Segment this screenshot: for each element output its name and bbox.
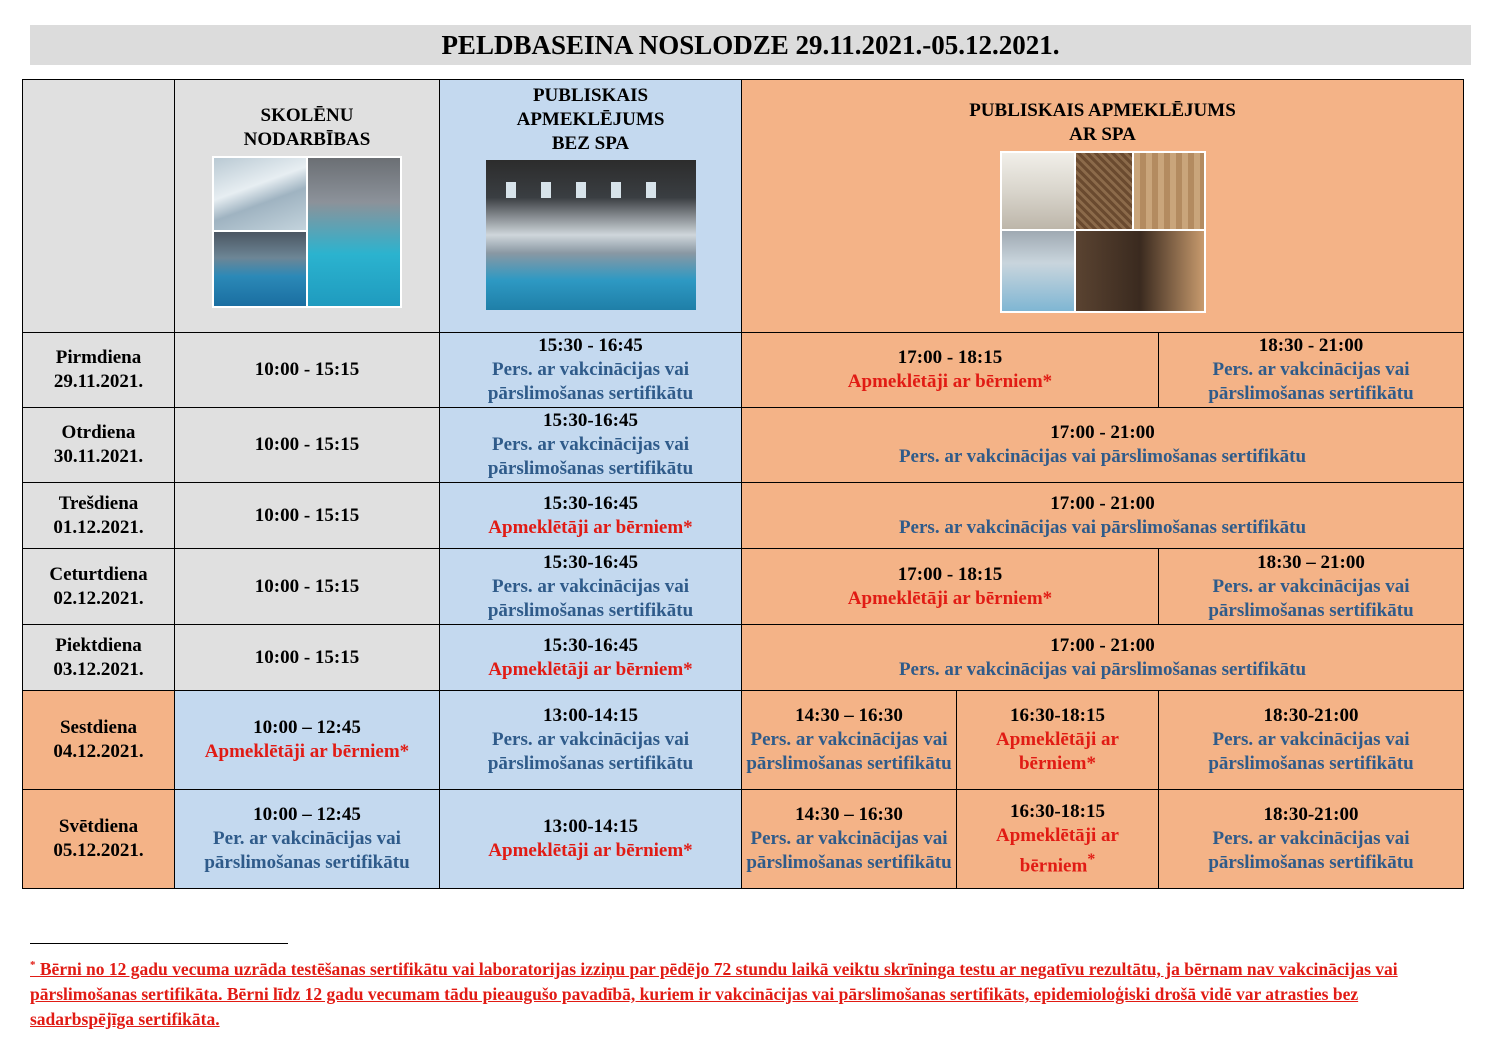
header-public-spa-line-2: AR SPA <box>1069 124 1136 145</box>
school-note: Apmeklētāji ar bērniem* <box>204 741 410 762</box>
public-note: Pers. ar vakcinācijas vai pārslimošanas sertifikātu <box>487 575 694 621</box>
day-cell <box>23 333 175 408</box>
day-cell <box>23 483 175 549</box>
header-school-line-2: NODARBĪBAS <box>243 129 371 150</box>
hall-window <box>506 182 516 198</box>
table-row-tuesday <box>23 408 1464 483</box>
spa-cell-2 <box>957 691 1159 790</box>
school-time: 10:00 – 12:45 <box>253 717 361 738</box>
footnote-divider <box>30 943 288 944</box>
spa-note-2a: Apmeklētāji ar <box>996 729 1119 750</box>
header-public-no-spa <box>440 80 742 333</box>
spa-cell-1 <box>742 790 957 889</box>
spa-photo-jacuzzi <box>1000 229 1076 313</box>
header-row <box>23 80 1464 333</box>
school-time: 10:00 - 15:15 <box>254 646 360 668</box>
public-note: Apmeklētāji ar bērniem* <box>488 658 693 680</box>
table-row-thursday <box>23 549 1464 625</box>
spa-time-3: 18:30-21:00 <box>1263 804 1359 825</box>
public-cell <box>440 549 742 625</box>
day-name: Trešdiena <box>58 492 139 514</box>
day-date: 01.12.2021. <box>53 516 144 538</box>
public-time: 15:30-16:45 <box>543 634 638 656</box>
public-note: Apmeklētāji ar bērniem* <box>488 516 693 538</box>
spa-note-2b: bērniem <box>1019 855 1088 877</box>
public-note: Pers. ar vakcinācijas vai pārslimošanas sertifikātu <box>487 434 694 479</box>
day-name: Sestdiena <box>59 717 138 738</box>
spa-time-1: 17:00 - 18:15 <box>897 347 1003 368</box>
public-note: Pers. ar vakcinācijas vai pārslimošanas sertifikātu <box>487 729 694 774</box>
school-cell <box>175 408 440 483</box>
hall-window <box>611 182 621 198</box>
spa-time-1: 14:30 – 16:30 <box>795 705 903 726</box>
spa-note-2b: bērniem* <box>1018 753 1097 774</box>
day-name: Otrdiena <box>61 422 136 443</box>
page-title: PELDBASEINA NOSLODZE 29.11.2021.-05.12.2021. <box>441 29 1060 60</box>
school-cell <box>175 625 440 691</box>
day-cell <box>23 408 175 483</box>
day-date: 05.12.2021. <box>53 840 144 861</box>
header-public-no-spa-line-2: APMEKLĒJUMS <box>516 109 665 130</box>
hall-window <box>541 182 551 198</box>
spa-note-2a: Apmeklētāji ar <box>996 824 1119 846</box>
spa-time: 17:00 - 21:00 <box>1050 422 1155 443</box>
header-public-spa-line-1: PUBLISKAIS APMEKLĒJUMS <box>969 100 1236 121</box>
spa-note-1: Pers. ar vakcinācijas vai pārslimošanas sertifikātu <box>746 729 952 774</box>
day-cell <box>23 790 175 889</box>
header-public-no-spa-line-3: BEZ SPA <box>551 133 630 154</box>
public-cell <box>440 790 742 889</box>
day-name: Ceturtdiena <box>49 563 148 585</box>
spa-cell-1 <box>742 691 957 790</box>
school-cell <box>175 483 440 549</box>
hall-window <box>576 182 586 198</box>
school-cell <box>175 790 440 889</box>
spa-note-1: Pers. ar vakcinācijas vai pārslimošanas sertifikātu <box>746 828 952 873</box>
spa-cell-2 <box>1159 549 1464 625</box>
spa-photo-sauna <box>1132 151 1206 231</box>
schedule-table <box>22 79 1464 889</box>
school-photo-kids <box>212 156 308 232</box>
spa-note-2b-star: * <box>1087 850 1096 868</box>
page-title-bar <box>30 25 1471 65</box>
spa-note-3: Pers. ar vakcinācijas vai pārslimošanas sertifikātu <box>1208 828 1414 873</box>
public-cell <box>440 483 742 549</box>
day-name: Pirmdiena <box>55 347 142 368</box>
school-time: 10:00 - 15:15 <box>254 504 360 526</box>
spa-cell-2 <box>1159 333 1464 408</box>
table-row-sunday <box>23 790 1464 889</box>
spa-cell-3 <box>1159 790 1464 889</box>
spa-photo-mosaic <box>1074 151 1134 231</box>
spa-photo-lounge <box>1000 151 1076 231</box>
table-row-friday <box>23 625 1464 691</box>
public-cell <box>440 408 742 483</box>
header-school <box>175 80 440 333</box>
table-row-saturday <box>23 691 1464 790</box>
day-cell <box>23 549 175 625</box>
school-note: Per. ar vakcinācijas vai pārslimošanas sertifikātu <box>204 828 410 873</box>
school-time: 10:00 - 15:15 <box>254 359 360 380</box>
spa-time: 17:00 - 21:00 <box>1050 634 1155 656</box>
spa-cell-1 <box>742 333 1159 408</box>
pool-hall-photo <box>486 160 696 310</box>
spa-time-2: 18:30 – 21:00 <box>1257 551 1365 573</box>
school-cell <box>175 333 440 408</box>
day-date: 30.11.2021. <box>53 446 144 467</box>
spa-note: Pers. ar vakcinācijas vai pārslimošanas sertifikātu <box>898 658 1307 680</box>
spa-note-2: Pers. ar vakcinācijas vai pārslimošanas sertifikātu <box>1208 575 1414 621</box>
public-cell <box>440 691 742 790</box>
footnote <box>30 953 1450 1032</box>
spa-photo-door <box>1074 229 1206 313</box>
school-photo-lesson <box>212 230 308 308</box>
school-photo-collage <box>212 156 402 308</box>
public-cell <box>440 625 742 691</box>
spa-note-2b-wrap <box>961 848 1154 878</box>
day-date: 03.12.2021. <box>53 658 144 680</box>
public-time: 15:30-16:45 <box>543 492 638 514</box>
spa-cell <box>742 483 1464 549</box>
school-cell <box>175 549 440 625</box>
spa-note: Pers. ar vakcinācijas vai pārslimošanas sertifikātu <box>898 516 1307 538</box>
public-time: 13:00-14:15 <box>543 816 638 837</box>
public-time: 13:00-14:15 <box>543 705 638 726</box>
spa-note-1: Apmeklētāji ar bērniem* <box>847 587 1053 609</box>
day-name: Piektdiena <box>55 634 142 656</box>
spa-note: Pers. ar vakcinācijas vai pārslimošanas sertifikātu <box>898 446 1307 467</box>
footnote-mark: * <box>30 959 36 971</box>
table-row-wednesday <box>23 483 1464 549</box>
day-cell <box>23 691 175 790</box>
day-date: 29.11.2021. <box>53 371 144 392</box>
public-note: Apmeklētāji ar bērniem* <box>488 840 693 861</box>
spa-cell <box>742 625 1464 691</box>
school-time: 10:00 - 15:15 <box>254 434 360 455</box>
spa-note-3: Pers. ar vakcinācijas vai pārslimošanas sertifikātu <box>1208 729 1414 774</box>
header-school-line-1: SKOLĒNU <box>260 105 354 126</box>
pool-hall-image <box>486 160 696 310</box>
header-corner-cell <box>23 80 175 333</box>
school-photo-pool <box>306 156 402 308</box>
spa-photo-collage <box>1000 151 1206 313</box>
spa-cell <box>742 408 1464 483</box>
spa-time-1: 17:00 - 18:15 <box>897 563 1003 585</box>
day-name: Svētdiena <box>58 816 139 837</box>
spa-time-3: 18:30-21:00 <box>1263 705 1359 726</box>
spa-time: 17:00 - 21:00 <box>1050 492 1155 514</box>
spa-note-2: Pers. ar vakcinācijas vai pārslimošanas sertifikātu <box>1208 359 1414 404</box>
spa-time-2: 16:30-18:15 <box>1010 800 1105 822</box>
school-time: 10:00 – 12:45 <box>253 804 361 825</box>
public-time: 15:30-16:45 <box>543 551 638 573</box>
spa-time-2: 18:30 - 21:00 <box>1258 335 1364 356</box>
public-time: 15:30 - 16:45 <box>538 335 643 356</box>
public-note: Pers. ar vakcinācijas vai pārslimošanas sertifikātu <box>487 359 694 404</box>
day-date: 04.12.2021. <box>53 741 144 762</box>
public-time: 15:30-16:45 <box>543 410 638 431</box>
header-public-no-spa-line-1: PUBLISKAIS <box>532 85 649 106</box>
spa-cell-2 <box>957 790 1159 889</box>
day-cell <box>23 625 175 691</box>
school-time: 10:00 - 15:15 <box>254 575 360 597</box>
spa-cell-1 <box>742 549 1159 625</box>
public-cell <box>440 333 742 408</box>
school-cell <box>175 691 440 790</box>
day-date: 02.12.2021. <box>53 587 144 609</box>
spa-note-1: Apmeklētāji ar bērniem* <box>847 371 1053 392</box>
header-public-spa <box>742 80 1464 333</box>
table-row-monday <box>23 333 1464 408</box>
spa-time-2: 16:30-18:15 <box>1010 705 1105 726</box>
spa-time-1: 14:30 – 16:30 <box>795 804 903 825</box>
hall-window <box>646 182 656 198</box>
spa-cell-3 <box>1159 691 1464 790</box>
footnote-text: Bērni no 12 gadu vecuma uzrāda testēšanas sertifikātu vai laboratorijas izziņu par pēdējo 72 stundu laikā veiktu skrīninga testu ar negatīvu rezultātu, ja bērnam nav vakcinācijas vai pārslimošanas sertifikāta. Bērni līdz 12 gadu vecumam tādu pieaugušo pavadībā, kuriem ir vakcinācijas vai pārslimošanas sertifikāts, epidemioloģiski drošā vidē var atrasties bez sadarbspējīga sertifikāta. <box>30 958 1398 1029</box>
